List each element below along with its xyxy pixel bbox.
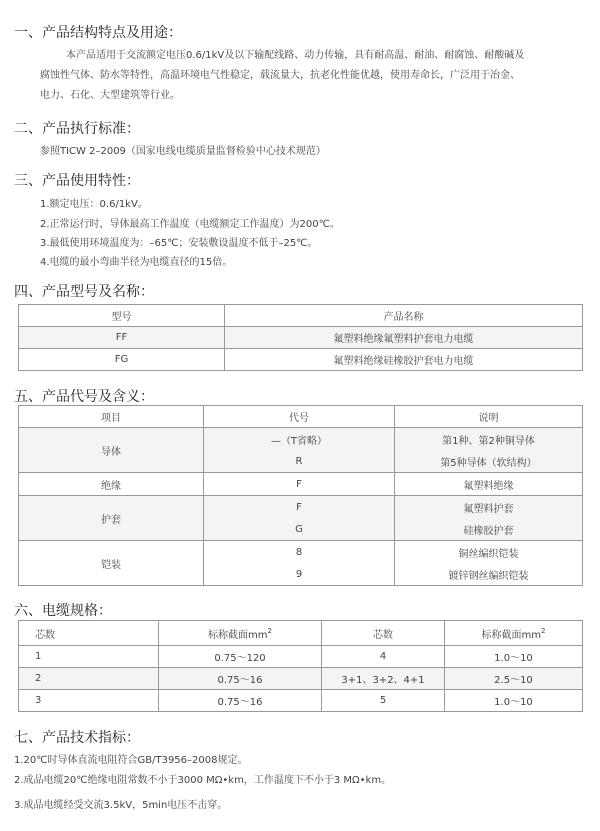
table-header-row (19, 621, 583, 646)
section-4-heading: 四、产品型号及名称： (14, 284, 154, 300)
cross-section-cell: 0.75～16 (159, 668, 322, 690)
code-cell: F (204, 473, 395, 496)
cores-cell: 5 (322, 690, 445, 712)
description-cell: 硅橡胶护套 (395, 518, 583, 541)
description-cell: 第1种、第2种铜导体 (395, 428, 583, 451)
cores-cell: 3+1、3+2、4+1 (322, 668, 445, 690)
table-row (19, 668, 583, 690)
item-cell-conductor: 导体 (19, 428, 204, 473)
product-name-cell: 氟塑料绝缘硅橡胶护套电力电缆 (225, 349, 583, 371)
table-row (19, 473, 583, 496)
item-cell-armour: 铠装 (19, 541, 204, 586)
code-cell: 8 (204, 541, 395, 564)
cross-section-cell: 1.0～10 (445, 646, 583, 668)
table-row (19, 327, 583, 349)
table-header-row (19, 305, 583, 327)
description-cell: 镀锌钢丝编织铠装 (395, 563, 583, 586)
section-1-line-3: 电力、石化、大型建筑等行业。 (40, 90, 180, 101)
cross-section-cell: 1.0～10 (445, 690, 583, 712)
description-cell: 铜丝编织铠装 (395, 541, 583, 564)
section-5-heading: 五、产品代号及含义： (14, 389, 154, 405)
column-header-product-name: 产品名称 (225, 305, 583, 327)
section-7-item-2: 2.成品电缆20℃绝缘电阻常数不小于3000 MΩ•km，工作温度下不小于3 MΩ•km。 (14, 775, 392, 786)
section-3-item-4: 4.电缆的最小弯曲半径为电缆直径的15倍。 (40, 257, 233, 268)
cross-section-cell: 0.75～120 (159, 646, 322, 668)
code-cell: F (204, 496, 395, 519)
section-3-item-1: 1.额定电压：0.6/1kV。 (40, 199, 148, 210)
column-header-description: 说明 (395, 406, 583, 428)
column-header-cores: 芯数 (322, 621, 445, 646)
cores-cell: 1 (19, 646, 159, 668)
column-header-cross-section: 标称截面$mm^2$ (159, 621, 322, 646)
cross-section-cell: 2.5～10 (445, 668, 583, 690)
description-cell: 氟塑料绝缘 (395, 473, 583, 496)
code-cell: G (204, 518, 395, 541)
product-name-cell: 氟塑料绝缘氟塑料护套电力电缆 (225, 327, 583, 349)
cable-spec-table (18, 620, 583, 712)
description-cell: 氟塑料护套 (395, 496, 583, 519)
section-1-paragraph (40, 46, 590, 106)
item-cell-insulation: 绝缘 (19, 473, 204, 496)
section-7-heading: 七、产品技术指标： (14, 730, 140, 746)
code-cell: —（T省略） (204, 428, 395, 451)
model-cell: FG (19, 349, 225, 371)
section-1-line-2: 腐蚀性气体、防水等特性，高温环境电气性稳定，载流量大，抗老化性能优越，使用寿命长，广泛用于冶金、 (40, 70, 520, 81)
cores-cell: 4 (322, 646, 445, 668)
table-header-row (19, 406, 583, 428)
item-cell-sheath: 护套 (19, 496, 204, 541)
cores-cell: 2 (19, 668, 159, 690)
section-6-heading: 六、电缆规格： (14, 603, 112, 619)
section-1-heading: 一、产品结构特点及用途： (14, 25, 182, 41)
description-cell: 第5种导体（软结构） (395, 450, 583, 473)
code-cell: R (204, 450, 395, 473)
model-name-table (18, 304, 583, 371)
column-header-code: 代号 (204, 406, 395, 428)
column-header-cross-section: 标称截面$mm^2$ (445, 621, 583, 646)
table-row (19, 349, 583, 371)
code-cell: 9 (204, 563, 395, 586)
section-7-item-3: 3.成品电缆经受交流3.5kV，5min电压不击穿。 (14, 800, 228, 811)
cross-section-cell: 0.75～16 (159, 690, 322, 712)
section-2-standard-text: 参照TICW 2–2009（国家电线电缆质量监督检验中心技术规范） (40, 146, 326, 157)
model-cell: FF (19, 327, 225, 349)
table-row (19, 428, 583, 451)
table-row (19, 541, 583, 564)
table-row (19, 496, 583, 519)
section-1-line-1: 本产品适用于交流额定电压0.6/1kV及以下输配线路、动力传输，具有耐高温、耐油、耐腐蚀、耐酸碱及 (66, 50, 525, 61)
section-2-heading: 二、产品执行标准： (14, 121, 140, 137)
table-row (19, 646, 583, 668)
section-3-heading: 三、产品使用特性： (14, 173, 140, 189)
column-header-model: 型号 (19, 305, 225, 327)
column-header-item: 项目 (19, 406, 204, 428)
code-meaning-table (18, 405, 583, 586)
cores-cell: 3 (19, 690, 159, 712)
section-3-item-3: 3.最低使用环境温度为：–65℃；安装敷设温度不低于–25℃。 (40, 238, 318, 249)
column-header-cores: 芯数 (19, 621, 159, 646)
section-7-item-1: 1.20℃时导体直流电阻符合GB/T3956–2008规定。 (14, 755, 248, 766)
section-3-item-2: 2.正常运行时，导体最高工作温度（电缆额定工作温度）为200℃。 (40, 219, 340, 230)
table-row (19, 690, 583, 712)
